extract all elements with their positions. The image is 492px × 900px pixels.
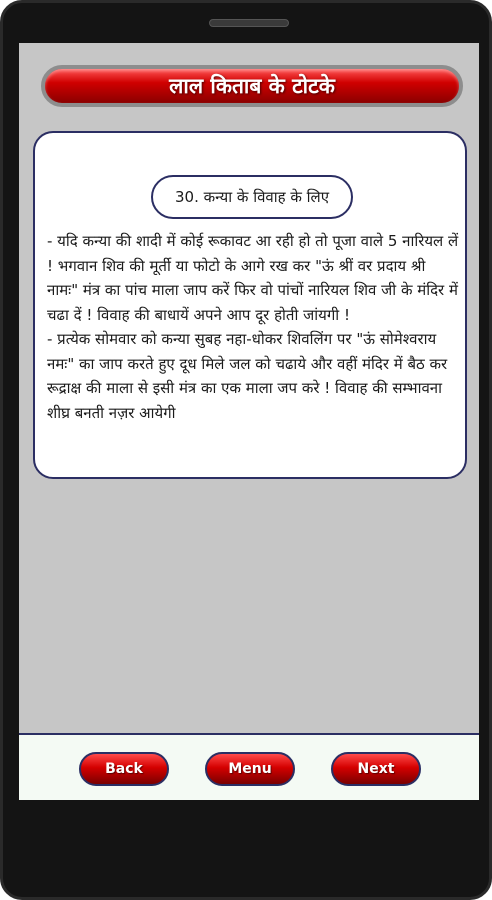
speaker-grille — [209, 19, 289, 27]
next-button[interactable]: Next — [331, 752, 421, 786]
page-title: लाल किताब के टोटके — [169, 74, 335, 98]
topic-heading: 30. कन्या के विवाह के लिए — [174, 188, 330, 206]
content-card — [33, 131, 467, 479]
content-body — [47, 229, 459, 425]
footer-nav — [19, 733, 479, 800]
back-button[interactable]: Back — [79, 752, 169, 786]
content-paragraph: - यदि कन्या की शादी में कोई रूकावट आ रही हो तो पूजा वाले 5 नारियल लें ! भगवान शिव की मूर्ती या फोटो के आगे रख कर "ऊं श्रीं वर प्रदाय श्री नामः" मंत्र का पांच माला जाप करें फिर वो पांचों नारियल शिव जी के मंदिर में चढा दें ! विवाह की बाधायें अपने आप दूर होती जांयगी ! — [47, 232, 459, 324]
content-paragraph: - प्रत्येक सोमवार को कन्या सुबह नहा-धोकर शिवलिंग पर "ऊं सोमेश्वराय नमः" का जाप करते हुए दूध मिले जल को चढाये और वहीं मंदिर में बैठ कर रूद्राक्ष की माला से इसी मंत्र का एक माला जप करे ! विवाह की सम्भावना शीघ्र बनती नज़र आयेगी — [47, 330, 448, 422]
topic-heading-box — [151, 175, 353, 219]
title-banner — [41, 65, 463, 107]
menu-button[interactable]: Menu — [205, 752, 295, 786]
app-screen — [19, 43, 479, 800]
header-bar — [19, 43, 479, 113]
